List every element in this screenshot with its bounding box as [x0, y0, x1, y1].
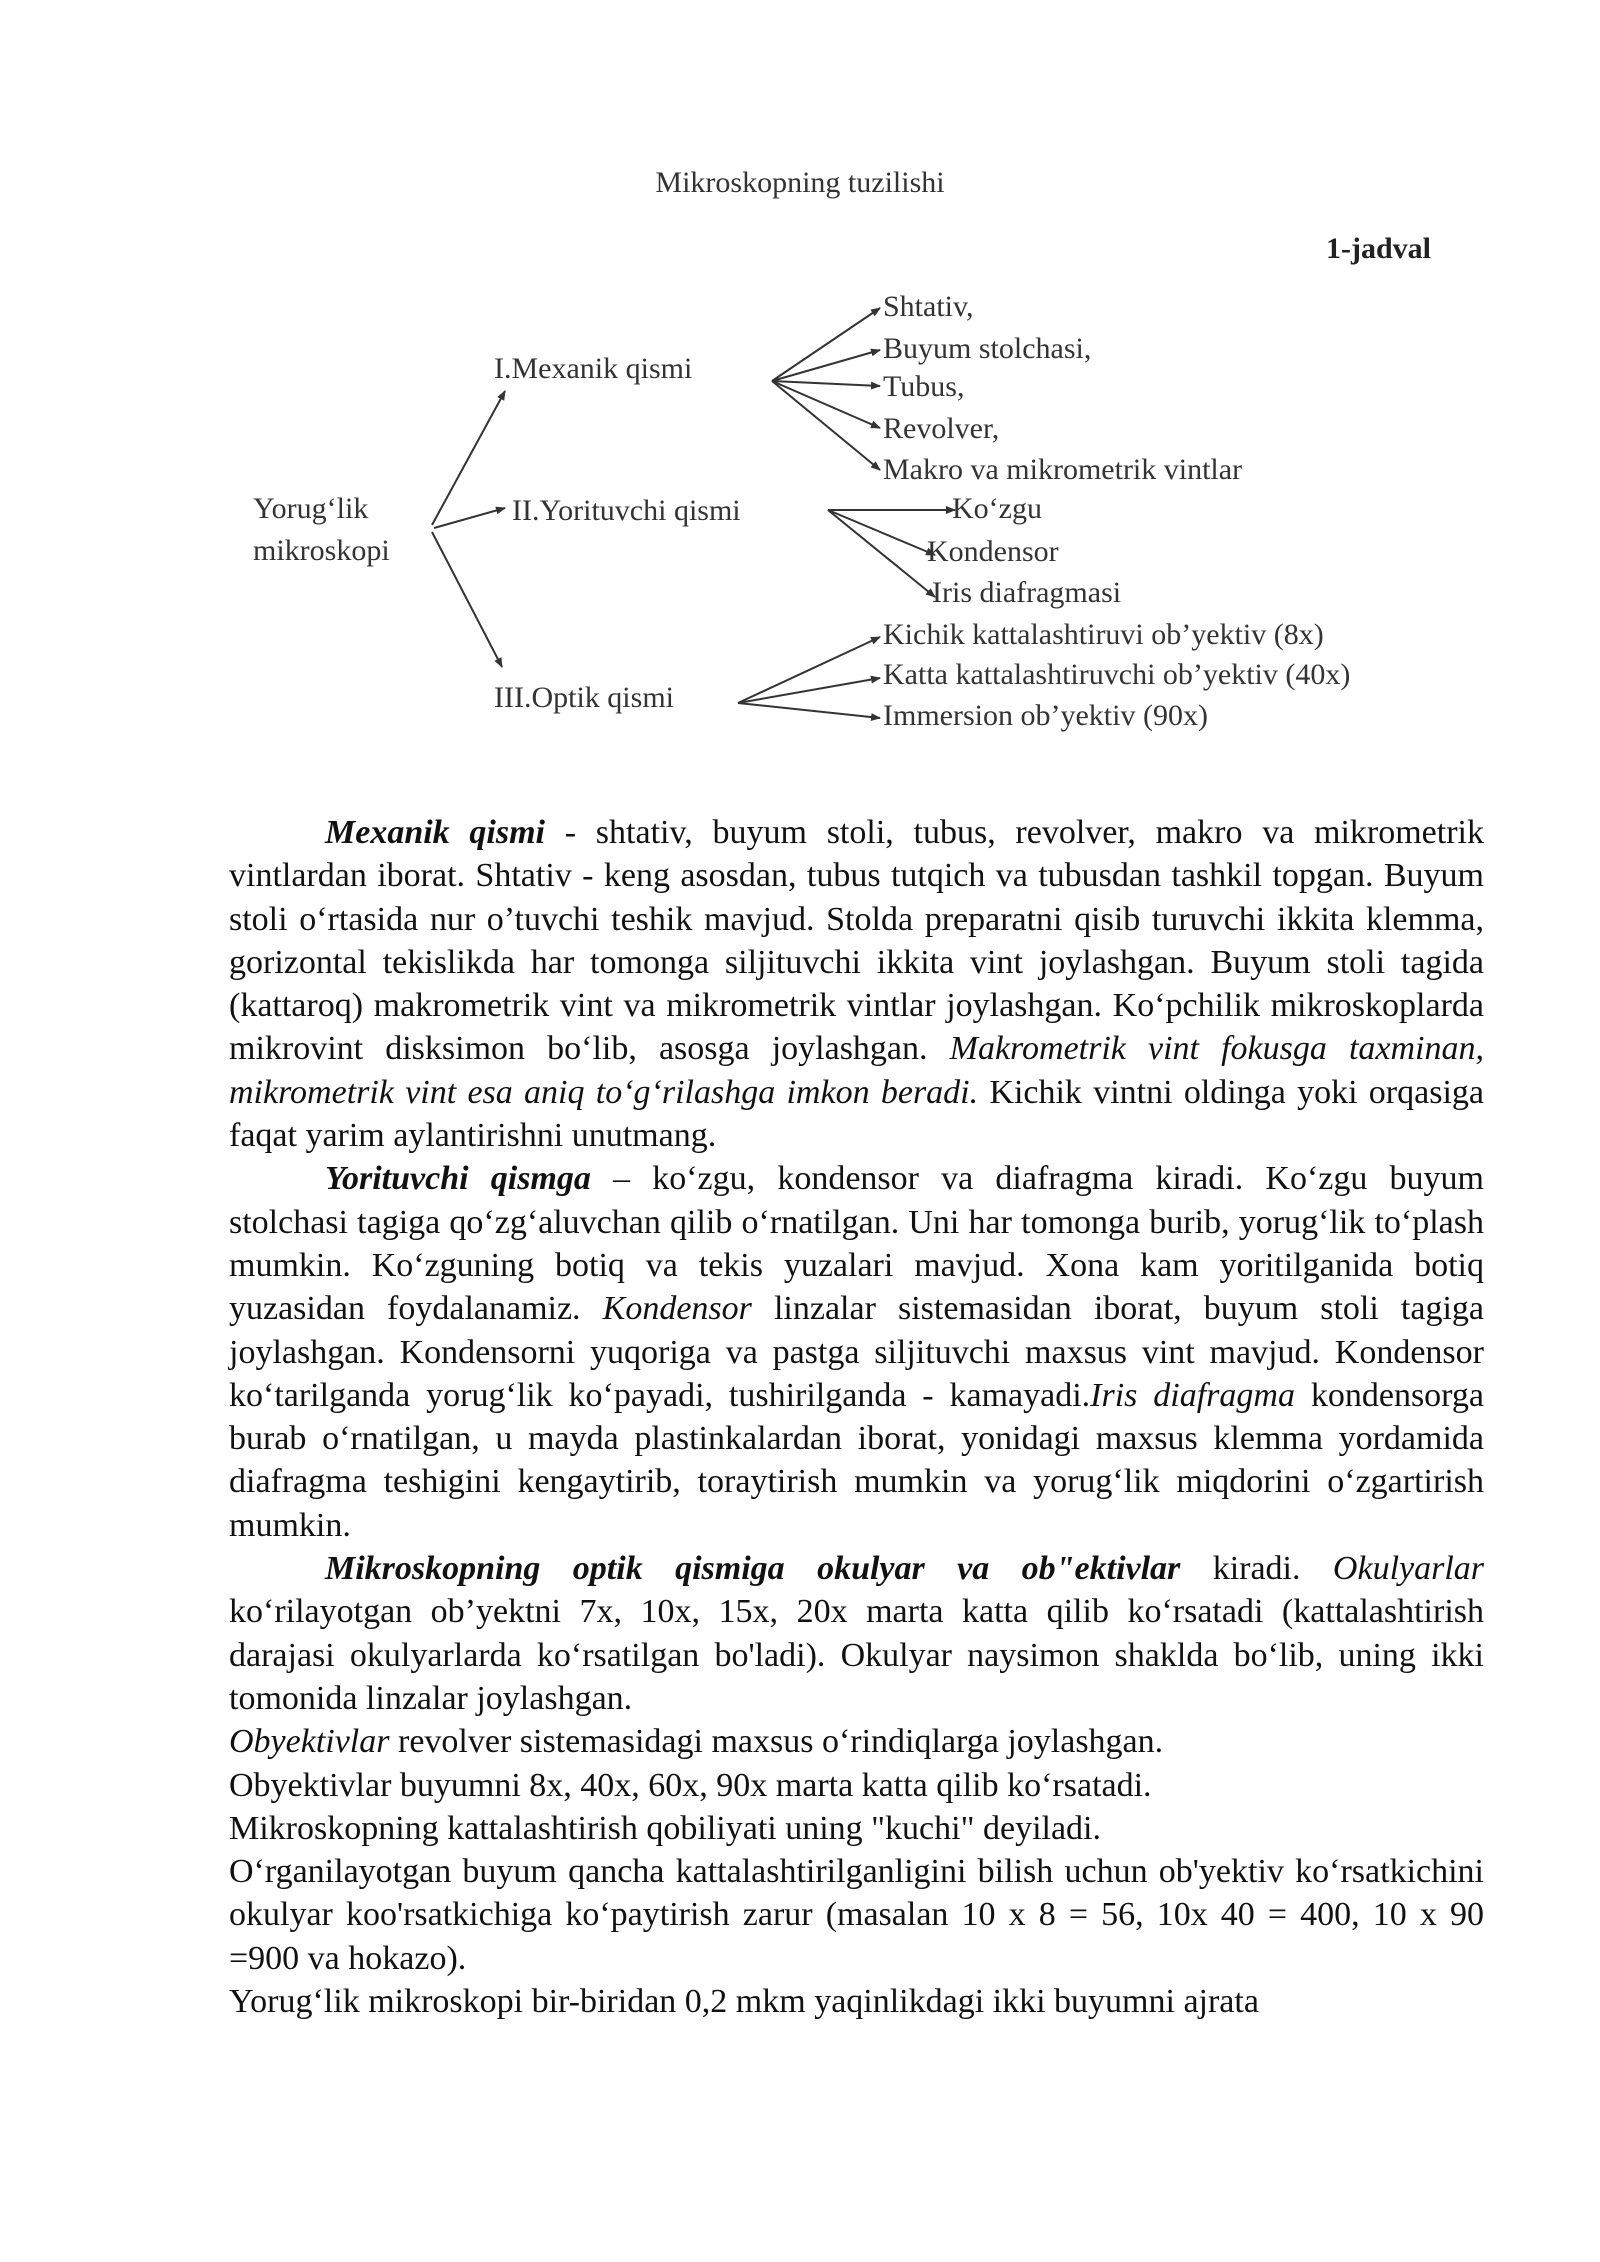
yorituvchi-item: Iris diafragmasi [932, 576, 1122, 609]
arrow-mexanik-2 [772, 350, 880, 381]
arrow-root-optik [432, 532, 502, 667]
text-run: Obyektivlar buyumni 8x, 40x, 60x, 90x marta katta qilib ko‘rsatadi. [229, 1766, 1152, 1804]
arrow-mexanik-5 [772, 381, 880, 470]
arrow-mexanik-1 [772, 308, 880, 381]
text-run: Yorituvchi qismga [325, 1160, 591, 1198]
yorituvchi-item: Ko‘zgu [952, 492, 1042, 525]
text-run: Iris diafragma [1090, 1376, 1295, 1414]
arrow-root-mexanik [432, 391, 505, 525]
arrow-yorituvchi-3 [828, 510, 935, 597]
arrow-root-yorituvchi [434, 508, 505, 528]
table-label: 1-jadval [1326, 232, 1431, 265]
yorituvchi-item: Kondensor [927, 535, 1059, 568]
text-run: Obyektivlar [229, 1723, 390, 1761]
text-run: Mexanik qismi [325, 814, 545, 851]
diagram-title: Mikroskopning tuzilishi [655, 166, 945, 199]
arrow-optik-2 [738, 678, 880, 703]
text-run: linzalar sistemasidan iborat, buyum stoli tagiga joylashgan. Kondensorni yuqoriga va pastga siljituvchi maxsus vint mavjud. Kondensor ko‘tarilganda yorug‘lik ko‘payadi, tushirilganda - kamayadi. [229, 1290, 1484, 1414]
paragraph-obyektivlar-kattalik [229, 1764, 1484, 1807]
text-run: Okulyarlar [1332, 1550, 1485, 1588]
body-text [229, 811, 1484, 2023]
text-run: kiradi. [1180, 1550, 1333, 1588]
text-run: O‘rganilayotgan buyum qancha kattalashtirilganligini bilish uchun ob'yektiv ko‘rsatkichini okulyar koo'rsatkichiga ko‘paytirish zarur (masalan 10 x 8 = 56, 10x 40 = 400, 10 x 90 =900 va hokazo). [229, 1853, 1484, 1977]
optik-item: Immersion ob’yektiv (90x) [883, 699, 1208, 732]
text-run: – ko‘zgu, kondensor va diafragma kiradi. Ko‘zgu buyum stolchasi tagiga qo‘zg‘aluvchan qilib o‘rnatilgan. Uni har tomonga burib, yorug‘lik to‘plash mumkin. Ko‘zguning botiq va tekis yuzalari mavjud. Xona kam yoritilganida botiq yuzasidan foydalanamiz. [229, 1160, 1484, 1328]
text-run: Yorug‘lik mikroskopi bir-biridan 0,2 mkm yaqinlikdagi ikki buyumni ajrata [229, 1983, 1259, 2021]
text-run: Makrometrik vint fokusga taxminan, mikrometrik vint esa aniq to‘g‘rilashga imkon beradi. [229, 1030, 1485, 1111]
arrow-optik-1 [738, 637, 880, 703]
optik-item: Katta kattalashtiruvchi ob’yektiv (40x) [883, 658, 1351, 691]
branch-mexanik: I.Mexanik qismi [494, 352, 693, 385]
paragraph-optik [229, 1547, 1484, 1720]
branch-optik: III.Optik qismi [494, 681, 674, 714]
paragraph-ajrata [229, 1980, 1484, 2023]
text-run: Kondensor [602, 1290, 752, 1328]
paragraph-hisoblash [229, 1850, 1484, 1980]
branch-yorituvchi: II.Yorituvchi qismi [512, 494, 741, 527]
arrow-mexanik-3 [772, 381, 880, 386]
text-run: Kichik vintni oldinga yoki orqasiga faqat yarim aylantirishni unutmang. [229, 1073, 1484, 1155]
text-run: ko‘rilayotgan ob’yektni 7x, 10x, 15x, 20x marta katta qilib ko‘rsatadi (kattalashtirish darajasi okulyarlarda ko‘rsatilgan bo'ladi). Okulyar naysimon shaklda bo‘lib, uning ikki tomonida linzalar joylashgan. [229, 1593, 1484, 1717]
arrow-optik-3 [738, 703, 880, 718]
arrow-yorituvchi-2 [828, 510, 935, 555]
text-run: - shtativ, buyum stoli, tubus, revolver, makro va mikrometrik vintlardan iborat. Shtativ - keng asosdan, tubus tutqich va tubusdan tashkil topgan. Buyum stoli o‘rtasida nur o’tuvchi teshik mavjud. Stolda preparatni qisib turuvchi ikkita klemma, gorizontal tekislikda har tomonga siljituvchi ikkita vint joylashgan. Buyum stoli tagida (kattaroq) makrometrik vint va mikrometrik vintlar joylashgan. Ko‘pchilik mikroskoplarda mikrovint disksimon bo‘lib, asosga joylashgan. [229, 814, 1484, 1068]
text-run: Mikroskopning optik qismiga okulyar va ob"ektivlar [325, 1550, 1181, 1588]
paragraph-mexanik [229, 811, 1484, 1157]
paragraph-yorituvchi [229, 1157, 1484, 1547]
root-label-line2: mikroskopi [253, 534, 390, 567]
arrow-mexanik-4 [772, 381, 880, 428]
text-run: revolver sistemasidagi maxsus o‘rindiqlarga joylashgan. [389, 1723, 1164, 1761]
mexanik-item: Revolver, [883, 412, 1000, 445]
text-run: Mikroskopning kattalashtirish qobiliyati uning "kuchi" deyiladi. [229, 1809, 1101, 1847]
optik-item: Kichik kattalashtiruvi ob’yektiv (8x) [883, 618, 1324, 651]
diagram-arrows [0, 0, 1600, 800]
text-run: kondensorga burab o‘rnatilgan, u mayda plastinkalardan iborat, yonidagi maxsus klemma yordamida diafragma teshigini kengaytirib, toraytirish mumkin va yorug‘lik miqdorini o‘zgartirish mumkin. [229, 1376, 1484, 1544]
mexanik-item: Shtativ, [883, 290, 974, 323]
mexanik-item: Tubus, [883, 370, 965, 403]
paragraph-obyektivlar [229, 1720, 1484, 1763]
mexanik-item: Makro va mikrometrik vintlar [883, 453, 1243, 486]
root-label-line1: Yorug‘lik [253, 492, 369, 525]
paragraph-kuchi [229, 1807, 1484, 1850]
mexanik-item: Buyum stolchasi, [883, 332, 1092, 365]
